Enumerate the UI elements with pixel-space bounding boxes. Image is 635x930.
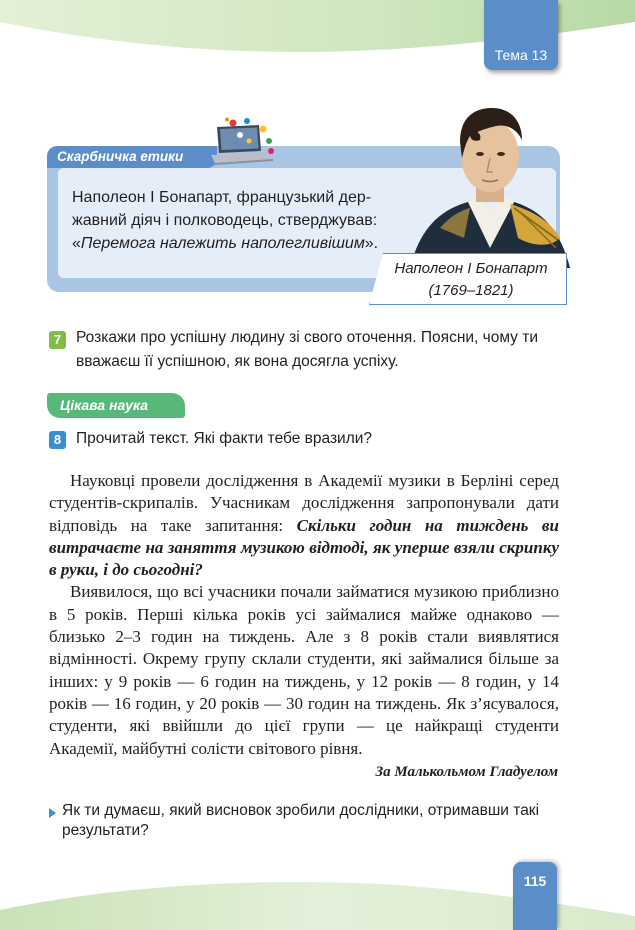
ethics-text-line1: Наполеон І Бонапарт, французький дер-	[72, 189, 372, 206]
triangle-bullet-icon	[49, 808, 56, 818]
page-number-tab	[513, 862, 557, 930]
page-number: 115	[523, 873, 547, 889]
ethics-quote: Перемога належить наполегливішим	[80, 235, 365, 252]
reading-p1-start: Науковці провели дослідження в Академії музики в Берліні серед студентів-скрипалів. Учасникам дослідження запропонували дати відповідь на таке запитання:	[49, 471, 559, 535]
reading-paragraph-2: Виявилося, що всі учасники почали займатися музикою приблизно в 5 років. Перші кілька років усі займалися майже однаково — близько 2–3 годин на тиждень. Але з 8 років стали виявлятися відмінності. Окрему групу склали студенти, які займалися більше за інших: у 9 років — 6 годин на тиждень, у 12 років — 8 годин, у 14 років — 16 годин, у 20 років — 30 годин на тиждень. Як з’ясувалося, студенти, які ввійшли до цієї групи — це найкращі студенти Академії, майбутні солісти світового рівня.	[49, 582, 559, 758]
laptop-social-icon	[207, 117, 279, 171]
reading-paragraph-1	[49, 470, 559, 581]
reading-author: За Малькольмом Гладуелом	[375, 764, 558, 780]
discussion-question: Як ти думаєш, який висновок зробили дослідники, отримавши такі результати?	[62, 802, 540, 839]
quote-close: ».	[364, 235, 379, 252]
task-8-number: 8	[49, 431, 66, 449]
ethics-text-line2: жавний діяч і полководець, стверджував:	[72, 212, 378, 229]
task-7-line2: вважаєш її успішною, як вона досягла успіху.	[76, 353, 399, 370]
theme-label: Тема 13	[494, 47, 548, 63]
napoleon-portrait	[410, 98, 570, 268]
task-8-text: Прочитай текст. Які факти тебе вразили?	[76, 430, 373, 447]
task-7-number: 7	[49, 331, 66, 349]
quote-open: «	[72, 235, 81, 252]
ethics-quote-text	[72, 186, 422, 255]
reading-text	[49, 470, 559, 760]
task-7-line1: Розкажи про успішну людину зі свого оточення. Поясни, чому ти	[76, 329, 538, 346]
portrait-caption	[376, 258, 566, 302]
science-label: Цікава наука	[47, 393, 185, 418]
caption-name: Наполеон І Бонапарт	[394, 260, 548, 277]
caption-years: (1769–1821)	[428, 282, 514, 299]
theme-tab	[484, 0, 558, 70]
task-7-text	[76, 326, 566, 374]
reading-question: Скільки годин на тиждень ви витрачаєте на заняття музикою відтоді, як уперше взяли скрипку в руки, і до сьогодні?	[49, 515, 559, 580]
ethics-label: Скарбничка етики	[47, 146, 217, 168]
